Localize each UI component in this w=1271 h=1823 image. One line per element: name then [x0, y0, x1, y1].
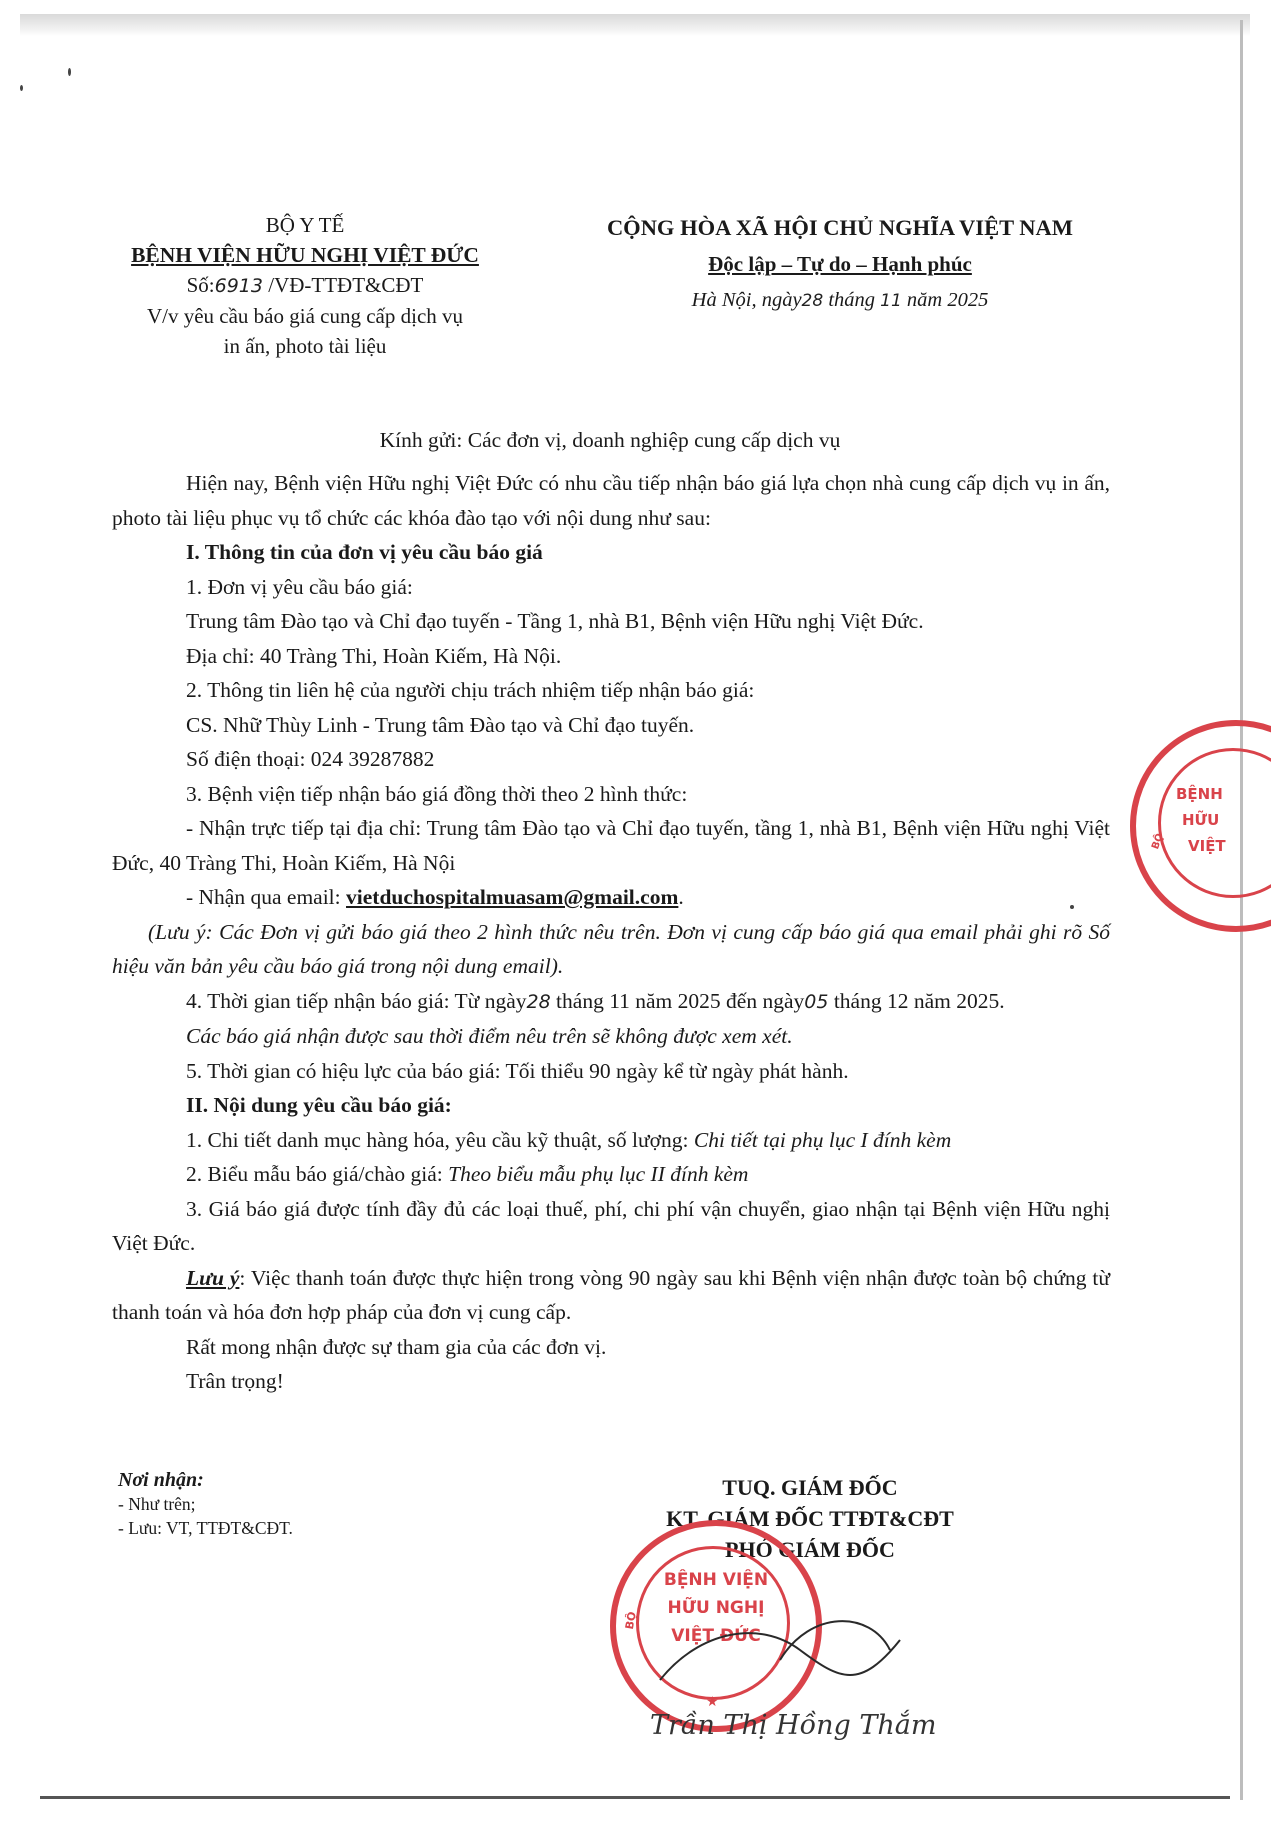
item4-part2: tháng 11 năm 2025 đến ngày	[550, 988, 805, 1013]
s2-note	[112, 1261, 1110, 1330]
closing-line-2: Trân trọng!	[186, 1369, 284, 1393]
s1-item4-note: Các báo giá nhận được sau thời điểm nêu trên sẽ không được xem xét.	[186, 1024, 793, 1048]
recipient-item: - Như trên;	[118, 1494, 196, 1514]
document-body	[112, 466, 1110, 1399]
header-left	[100, 210, 510, 361]
s2-note-label: Lưu ý	[186, 1265, 240, 1290]
date-day-handwritten: 28	[801, 291, 824, 311]
stamp-line-1: BỆNH VIỆN	[663, 1570, 769, 1590]
recipient-line: Kính gửi: Các đơn vị, doanh nghiệp cung cấp dịch vụ	[379, 428, 841, 452]
hospital-name	[100, 240, 510, 270]
subject-line-2: in ấn, photo tài liệu	[223, 334, 387, 358]
seal-side-text: BỘ	[1150, 832, 1166, 851]
document-number	[100, 270, 510, 301]
stamp-side-text: BỘ	[622, 1610, 639, 1631]
s2-item3: 3. Giá báo giá được tính đầy đủ các loại thuế, phí, chi phí vận chuyển, giao nhận tại Bệnh viện Hữu nghị Việt Đức.	[112, 1196, 1110, 1255]
s2-item1	[112, 1123, 1110, 1158]
issue-date	[560, 282, 1120, 319]
item4-day-to-handwritten: 05	[804, 990, 829, 1013]
scan-top-shadow	[20, 14, 1250, 36]
date-month-handwritten: 11	[880, 291, 902, 311]
stamp-star-icon: ★	[706, 1694, 719, 1710]
signature-title-3: PHÓ GIÁM ĐỐC	[725, 1537, 895, 1562]
number-suffix: /VĐ-TTĐT&CĐT	[262, 273, 424, 297]
header-right	[560, 210, 1120, 319]
email-suffix: .	[678, 885, 684, 909]
motto-text: Độc lập – Tự do – Hạnh phúc	[708, 252, 972, 276]
country-name: CỘNG HÒA XÃ HỘI CHỦ NGHĨA VIỆT NAM	[606, 215, 1074, 240]
s1-item1-unit: Trung tâm Đào tạo và Chỉ đạo tuyến - Tầng 1, nhà B1, Bệnh viện Hữu nghị Việt Đức.	[186, 609, 924, 633]
seal-text	[1176, 781, 1256, 859]
s2-item2	[112, 1157, 1110, 1192]
scan-speck	[68, 68, 71, 76]
number-prefix: Số:	[186, 273, 215, 297]
item4-day-from-handwritten: 28	[526, 990, 551, 1013]
s1-item1-address: Địa chỉ: 40 Tràng Thi, Hoàn Kiếm, Hà Nội.	[186, 643, 562, 668]
motto	[560, 246, 1120, 282]
number-handwritten: 6913	[214, 275, 263, 297]
s1-item3-direct: - Nhận trực tiếp tại địa chỉ: Trung tâm Đào tạo và Chỉ đạo tuyến, tầng 1, nhà B1, Bệnh viện Hữu nghị Việt Đức, 40 Tràng Thi, Hoàn Kiếm, Hà Nội	[112, 816, 1110, 875]
s1-item2-person: CS. Nhữ Thùy Linh - Trung tâm Đào tạo và Chỉ đạo tuyến.	[186, 712, 695, 737]
email-prefix: - Nhận qua email:	[186, 885, 347, 909]
subject-line-1: V/v yêu cầu báo giá cung cấp dịch vụ	[146, 304, 464, 328]
intro-paragraph: Hiện nay, Bệnh viện Hữu nghị Việt Đức có nhu cầu tiếp nhận báo giá lựa chọn nhà cung cấp dịch vụ in ấn, photo tài liệu phục vụ tổ chức các khóa đào tạo với nội dung như sau:	[112, 471, 1110, 530]
s2-item1-italic: Chi tiết tại phụ lục I đính kèm	[693, 1127, 952, 1152]
stamp-line-3: VIỆT ĐỨC	[671, 1626, 761, 1646]
scan-bottom-edge	[40, 1796, 1230, 1799]
page-seal-stamp	[1130, 720, 1271, 932]
section1-title: I. Thông tin của đơn vị yêu cầu báo giá	[186, 540, 543, 564]
hospital-name-text: BỆNH VIỆN HỮU NGHỊ VIỆT ĐỨC	[131, 243, 479, 267]
signature-title-2: KT. GIÁM ĐỐC TTĐT&CĐT	[666, 1506, 954, 1531]
signature-scribble	[640, 1600, 940, 1710]
stamp-line-2: HỮU NGHỊ	[667, 1598, 765, 1618]
s2-item2-text: 2. Biểu mẫu báo giá/chào giá:	[186, 1162, 449, 1186]
s1-item3-label: 3. Bệnh viện tiếp nhận báo giá đồng thời theo 2 hình thức:	[186, 781, 688, 806]
s1-note: (Lưu ý: Các Đơn vị gửi báo giá theo 2 hình thức nêu trên. Đơn vị cung cấp báo giá qua email phải ghi rõ Số hiệu văn bản yêu cầu báo giá trong nội dung email).	[112, 919, 1110, 978]
closing-line-1: Rất mong nhận được sự tham gia của các đơn vị.	[186, 1334, 607, 1359]
s1-item5: 5. Thời gian có hiệu lực của báo giá: Tối thiểu 90 ngày kể từ ngày phát hành.	[186, 1058, 849, 1083]
date-prefix: Hà Nội, ngày	[691, 289, 802, 311]
s2-note-text: : Việc thanh toán được thực hiện trong vòng 90 ngày sau khi Bệnh viện nhận được toàn bộ chứng từ thanh toán và hóa đơn hợp pháp của đơn vị cung cấp.	[112, 1265, 1110, 1324]
seal-line-1: BỆNH	[1176, 785, 1223, 803]
ministry-name: BỘ Y TẾ	[265, 213, 345, 237]
s1-item2-phone: Số điện thoại: 024 39287882	[186, 747, 435, 771]
recipient-item: - Lưu: VT, TTĐT&CĐT.	[118, 1518, 293, 1538]
recipients-heading: Nơi nhận:	[118, 1469, 204, 1491]
date-suffix: năm 2025	[901, 289, 989, 311]
s1-item3-email-line	[112, 880, 1110, 915]
scan-speck	[20, 85, 23, 91]
seal-line-3: VIỆT	[1188, 837, 1226, 855]
signature-title-1: TUQ. GIÁM ĐỐC	[722, 1475, 898, 1500]
s2-item2-italic: Theo biểu mẫu phụ lục II đính kèm	[448, 1162, 749, 1186]
s1-item1-label: 1. Đơn vị yêu cầu báo giá:	[186, 574, 413, 599]
email-link[interactable]: vietduchospitalmuasam@gmail.com	[346, 885, 679, 909]
seal-line-2: HỮU	[1182, 811, 1220, 829]
date-middle: tháng	[823, 289, 881, 311]
recipients-block	[118, 1468, 448, 1540]
s1-item4	[112, 984, 1110, 1020]
section2-title: II. Nội dung yêu cầu báo giá:	[186, 1093, 452, 1117]
signer-name: Trần Thị Hồng Thắm	[650, 1710, 937, 1741]
s2-item1-text: 1. Chi tiết danh mục hàng hóa, yêu cầu kỹ thuật, số lượng:	[186, 1127, 694, 1152]
s1-item2-label: 2. Thông tin liên hệ của người chịu trách nhiệm tiếp nhận báo giá:	[186, 678, 755, 702]
item4-part1: 4. Thời gian tiếp nhận báo giá: Từ ngày	[186, 988, 527, 1013]
item4-part3: tháng 12 năm 2025.	[828, 988, 1005, 1013]
